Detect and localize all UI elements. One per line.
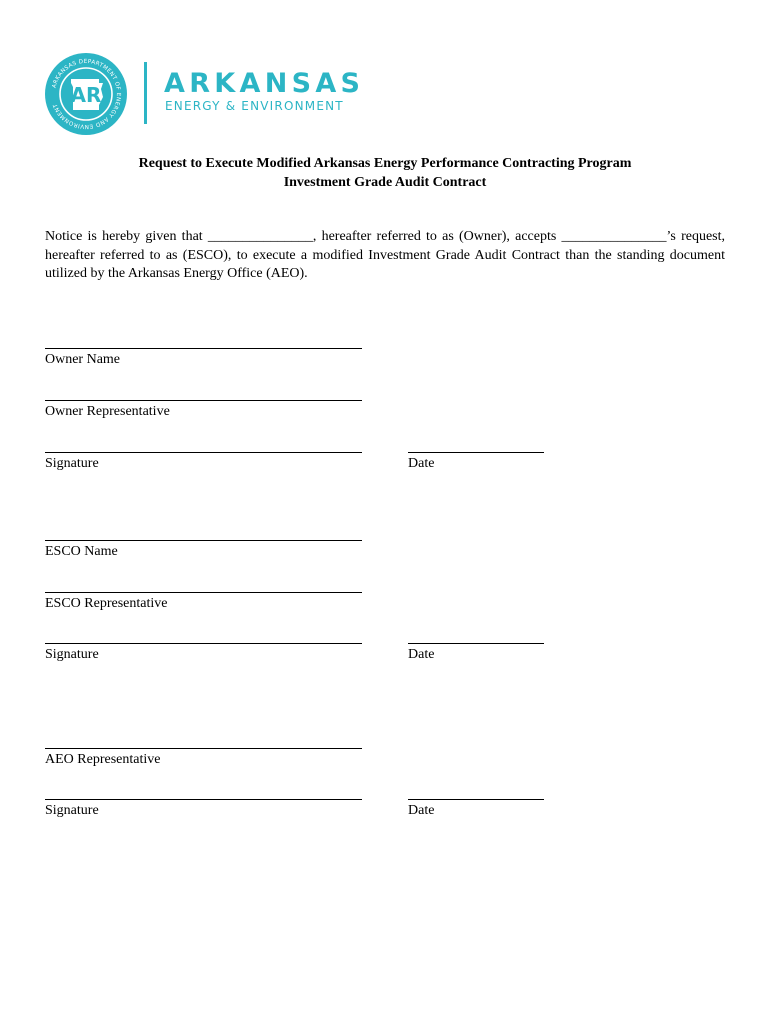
esco-name-line[interactable] (45, 540, 362, 541)
brand-name: ARKANSAS (164, 68, 365, 99)
owner-date-label: Date (408, 456, 435, 471)
arkansas-seal-logo (44, 52, 128, 136)
owner-representative-label: Owner Representative (45, 404, 170, 419)
aeo-date-label: Date (408, 803, 435, 818)
aeo-signature-label: Signature (45, 803, 99, 818)
document-title-line-1: Request to Execute Modified Arkansas Energy Performance Contracting Program (138, 156, 632, 171)
seal-monogram: AR (70, 83, 102, 107)
owner-representative-line[interactable] (45, 400, 362, 401)
aeo-representative-label: AEO Representative (45, 752, 161, 767)
esco-date-label: Date (408, 647, 435, 662)
esco-date-line[interactable] (408, 643, 544, 644)
aeo-representative-line[interactable] (45, 748, 362, 749)
owner-signature-label: Signature (45, 456, 99, 471)
esco-signature-label: Signature (45, 647, 99, 662)
aeo-date-line[interactable] (408, 799, 544, 800)
esco-representative-label: ESCO Representative (45, 596, 168, 611)
letterhead (44, 52, 374, 136)
header-divider (144, 62, 147, 124)
owner-name-label: Owner Name (45, 352, 121, 367)
esco-representative-line[interactable] (45, 592, 362, 593)
esco-name-label: ESCO Name (45, 544, 118, 559)
document-title-line-2: Investment Grade Audit Contract (283, 175, 487, 190)
aeo-signature-line[interactable] (45, 799, 362, 800)
esco-signature-line[interactable] (45, 643, 362, 644)
owner-signature-line[interactable] (45, 452, 362, 453)
owner-date-line[interactable] (408, 452, 544, 453)
notice-paragraph: Notice is hereby given that _______________, hereafter referred to as (Owner), accepts _______________’s request, hereafter referred to as (ESCO), to execute a modified Investment Grade Audit Contract than the standing document utilized by the Arkansas Energy Office (AEO). (45, 229, 725, 281)
seal-ring-text: ARKANSAS DEPARTMENT OF ENERGY AND ENVIRONMENT (51, 58, 122, 130)
brand-subtitle: ENERGY & ENVIRONMENT (165, 99, 344, 113)
owner-name-line[interactable] (45, 348, 362, 349)
